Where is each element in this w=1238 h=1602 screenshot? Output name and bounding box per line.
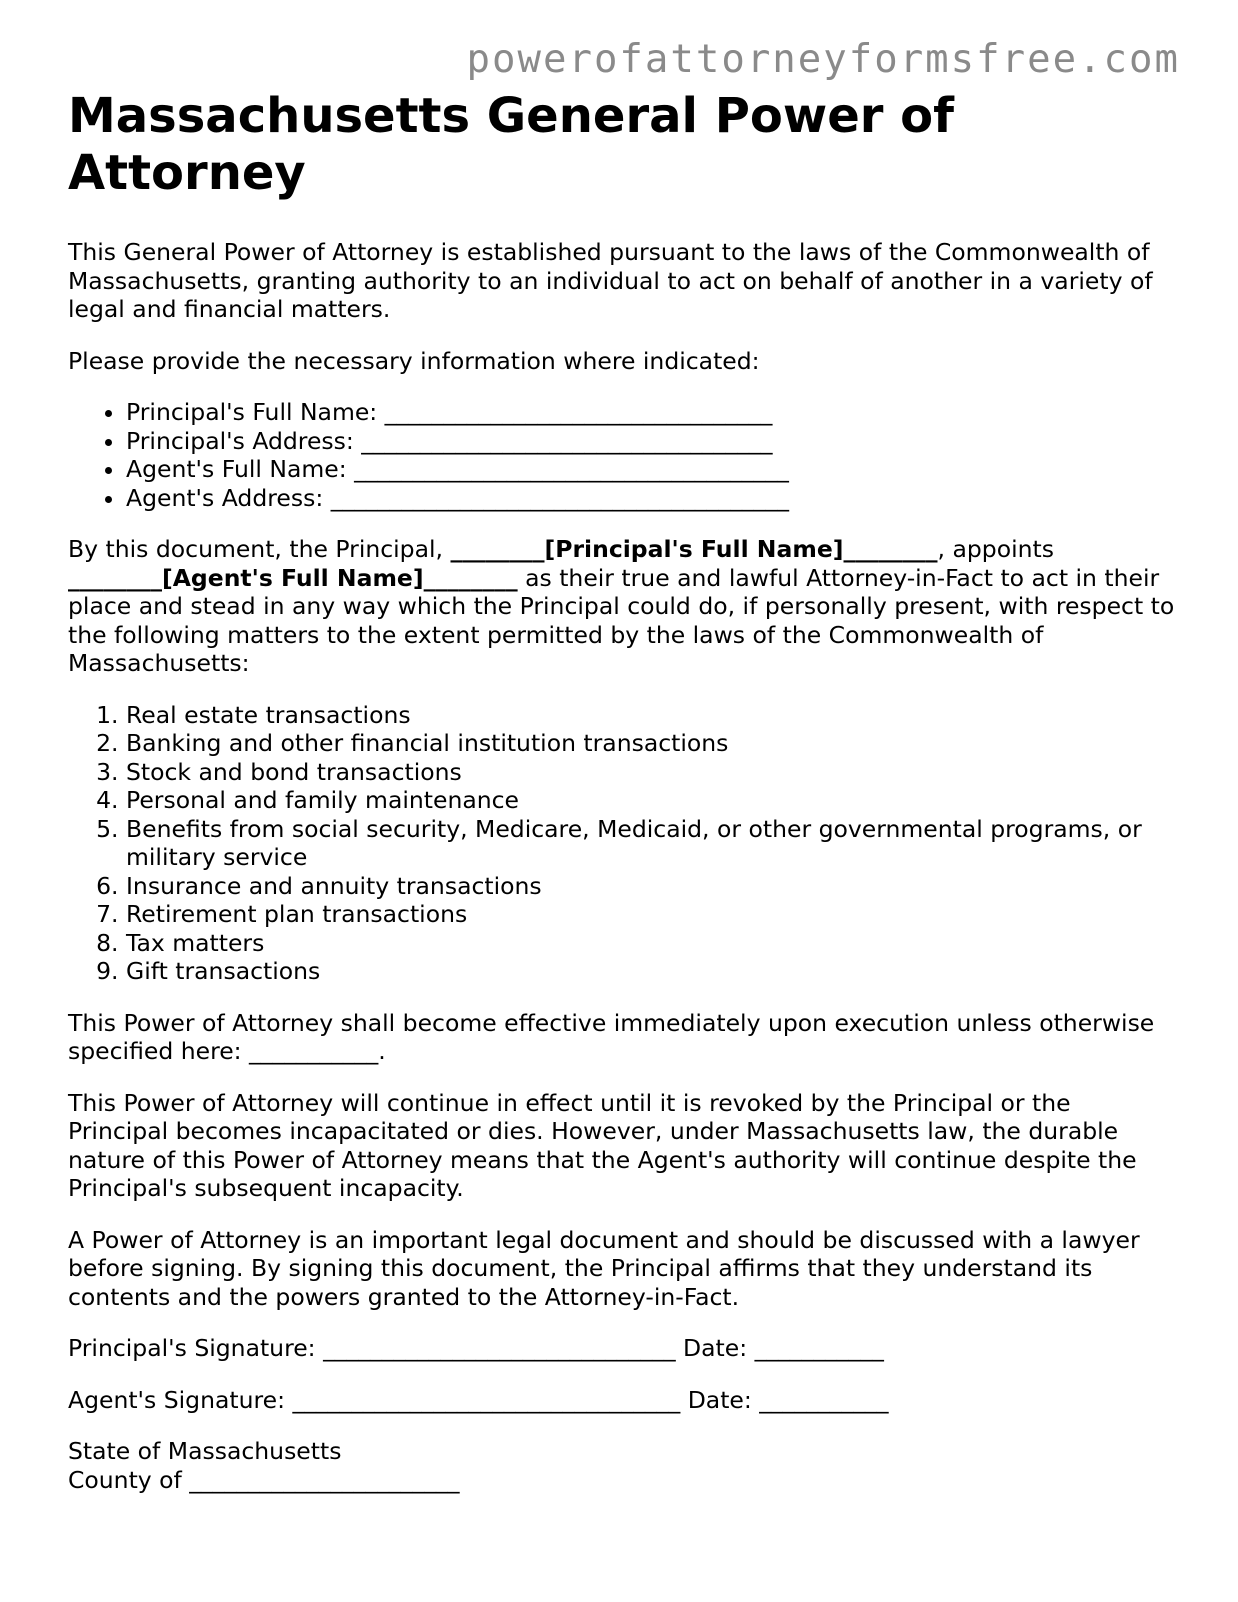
appointment-text-3: as their true and lawful Attorney-in-Fact to act in their place and stead in any way which the Principal could do, if personally present, with respect to the following matters to the extent permitted by the laws of the Commonwealth of Massachusetts: — [68, 563, 1175, 677]
matter-item: 2. Banking and other financial institution transactions — [126, 729, 1178, 758]
principal-signature-line: Principal's Signature: ______________________________ Date: ___________ — [68, 1334, 884, 1362]
agent-name-placeholder: ________[Agent's Full Name]________ — [68, 563, 518, 592]
effective-paragraph: This Power of Attorney shall become effective immediately upon execution unless otherwise specified here: ___________. — [68, 1008, 1155, 1065]
document-title: Massachusetts General Power of Attorney — [68, 88, 954, 201]
field-agent-name: • Agent's Full Name: _____________________________________ — [126, 455, 1178, 484]
matter-item: 6. Insurance and annuity transactions — [126, 872, 1178, 901]
matter-item: 7. Retirement plan transactions — [126, 900, 1178, 929]
field-principal-name: • Principal's Full Name: _________________________________ — [126, 398, 1178, 427]
duration-paragraph: This Power of Attorney will continue in effect until it is revoked by the Principal or the Principal becomes incapacitated or dies. However, under Massachusetts law, the durable nature of this Power of Attorney means that the Agent's authority will continue despite the Principal's subsequent incapacity. — [68, 1088, 1137, 1202]
matter-item: 4. Personal and family maintenance — [126, 786, 1178, 815]
appointment-paragraph — [68, 535, 1178, 678]
matter-item: 1. Real estate transactions — [126, 701, 1178, 730]
agent-signature-line: Agent's Signature: _________________________________ Date: ___________ — [68, 1385, 889, 1414]
matter-item: 3. Stock and bond transactions — [126, 758, 1178, 787]
matter-item: 9. Gift transactions — [126, 957, 1178, 986]
instructions-paragraph: Please provide the necessary information where indicated: — [68, 346, 760, 375]
field-agent-address: • Agent's Address: _______________________________________ — [126, 484, 1178, 513]
notary-block — [68, 1437, 1178, 1494]
principal-name-placeholder: ________[Principal's Full Name]________ — [450, 535, 938, 563]
appointment-text-1: By this document, the Principal, — [68, 535, 451, 563]
advice-paragraph: A Power of Attorney is an important legal document and should be discussed with a lawyer before signing. By signing this document, the Principal affirms that they understand its contents and the powers granted to the Attorney-in-Fact. — [68, 1225, 1140, 1311]
field-principal-address: • Principal's Address: ___________________________________ — [126, 427, 1178, 456]
appointment-text-2: , appoints — [937, 535, 1054, 563]
matter-item: 8. Tax matters — [126, 929, 1178, 958]
matters-list — [68, 701, 1178, 986]
document-body — [68, 88, 1178, 1494]
intro-paragraph: This General Power of Attorney is established pursuant to the laws of the Commonwealth of Massachusetts, granting authority to an individual to act on behalf of another in a variety of legal and financial matters. — [68, 238, 1153, 323]
state-line: State of Massachusetts — [68, 1437, 342, 1465]
info-fields-list — [68, 398, 1178, 512]
matter-item: 5. Benefits from social security, Medicare, Medicaid, or other governmental programs, or military service — [126, 815, 1178, 872]
watermark: powerofattorneyformsfree.com — [466, 37, 1180, 82]
county-line: County of _______________________ — [68, 1465, 460, 1494]
